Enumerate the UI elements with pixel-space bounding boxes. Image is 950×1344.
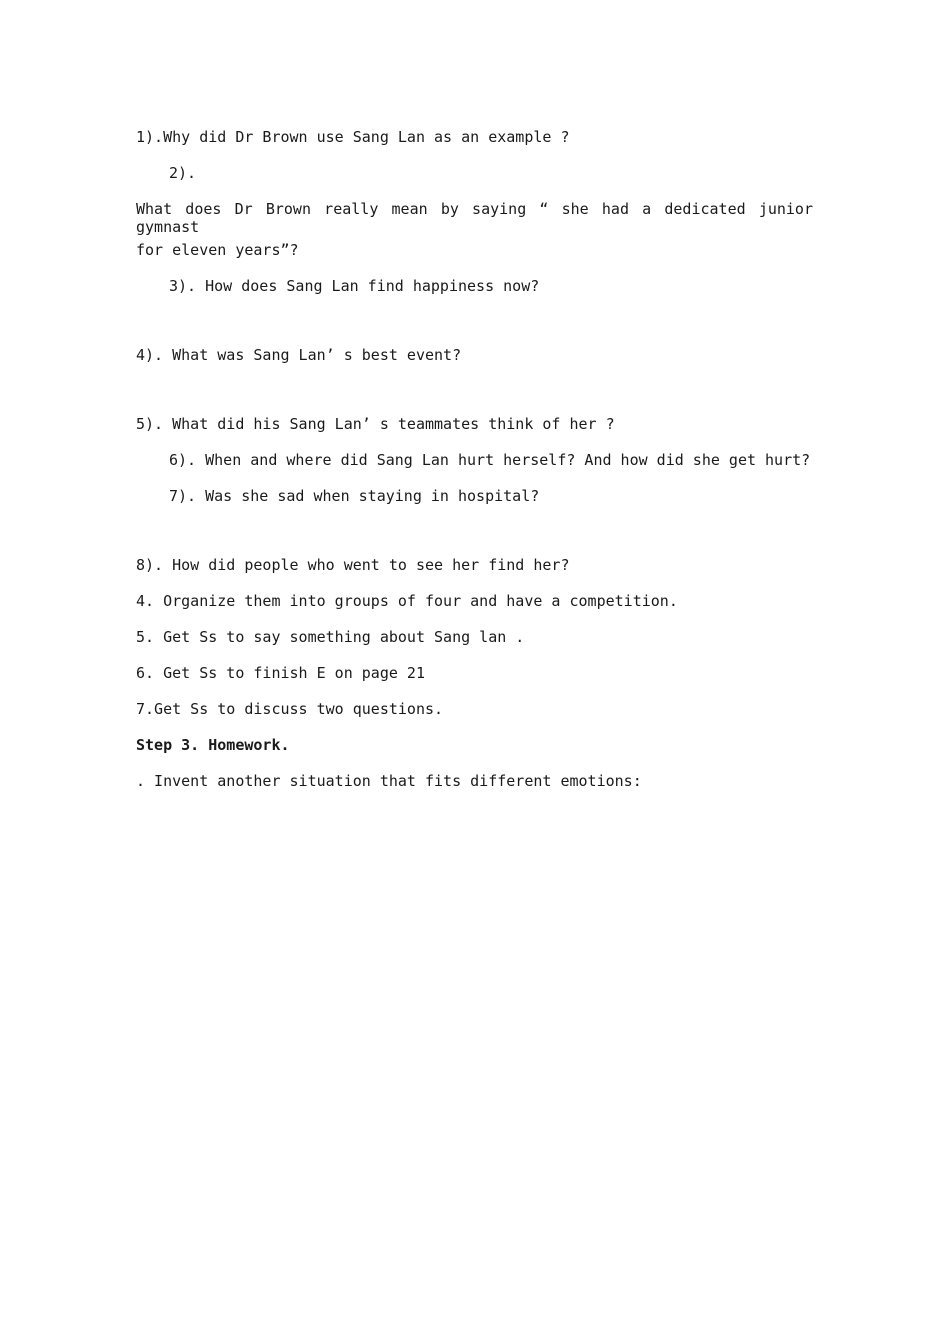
question-6: 6). When and where did Sang Lan hurt herself? And how did she get hurt? bbox=[169, 451, 811, 469]
step-6: 6. Get Ss to finish E on page 21 bbox=[136, 664, 425, 682]
question-2-text-continued: for eleven years”? bbox=[136, 241, 299, 259]
question-4: 4). What was Sang Lan’ s best event? bbox=[136, 346, 462, 364]
question-5: 5). What did his Sang Lan’ s teammates think of her ? bbox=[136, 415, 615, 433]
step-7: 7.Get Ss to discuss two questions. bbox=[136, 700, 444, 718]
question-2-text: What does Dr Brown really mean by saying “ she had a dedicated junior gymnast bbox=[136, 200, 813, 236]
question-7: 7). Was she sad when staying in hospital? bbox=[169, 487, 540, 505]
question-1: 1).Why did Dr Brown use Sang Lan as an example ? bbox=[136, 128, 570, 146]
homework-heading: Step 3. Homework. bbox=[136, 736, 290, 754]
step-4: 4. Organize them into groups of four and have a competition. bbox=[136, 592, 678, 610]
question-2-number: 2). bbox=[169, 164, 197, 182]
homework-item: . Invent another situation that fits different emotions: bbox=[136, 772, 642, 790]
step-5: 5. Get Ss to say something about Sang lan . bbox=[136, 628, 525, 646]
question-3: 3). How does Sang Lan find happiness now? bbox=[169, 277, 540, 295]
question-8: 8). How did people who went to see her find her? bbox=[136, 556, 570, 574]
